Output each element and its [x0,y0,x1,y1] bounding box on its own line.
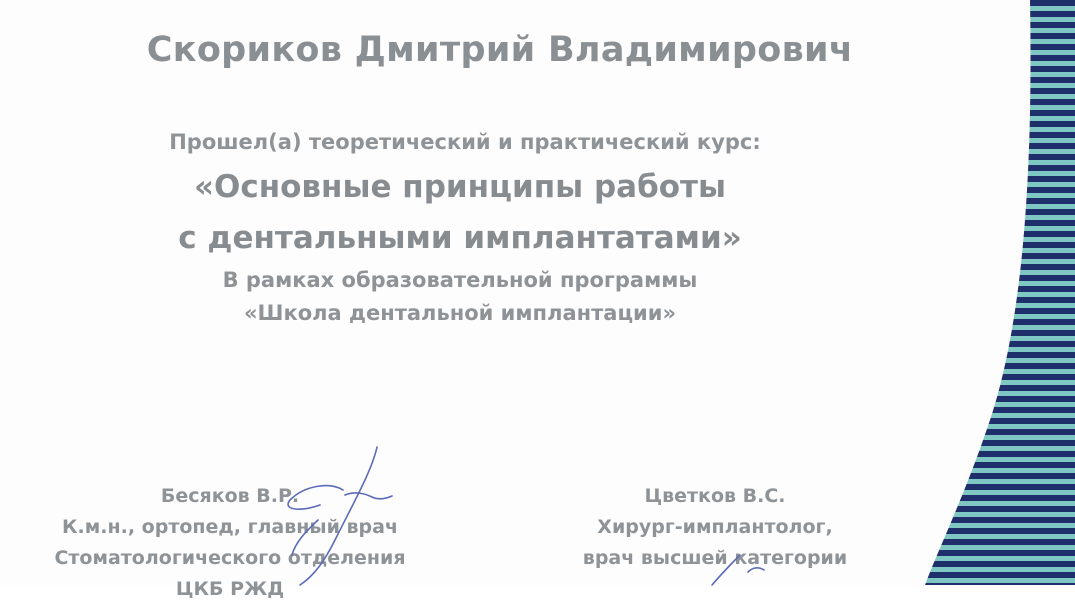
signatory-right-name: Цветков В.С. [644,485,786,507]
signatory-right [510,481,920,574]
course-title-line-2: с дентальными имплантатами» [178,220,742,256]
program-line-2: «Школа дентальной имплантации» [243,301,677,325]
course-title-line-1: «Основные принципы работы [193,169,727,205]
signatory-left-title-1: К.м.н., ортопед, главный врач [62,516,398,538]
program-line-1: В рамках образовательной программы [222,268,698,292]
signatory-left-name: Бесяков В.Р. [160,485,300,507]
course-intro: Прошел(а) теоретический и практический курс: [169,130,761,154]
signatory-left-title-2: Стоматологического отделения [54,547,406,569]
signatory-left-title-3: ЦКБ РЖД [175,578,285,600]
signatory-left [30,481,430,605]
signatory-right-title-2: врач высшей категории [582,547,848,569]
signatory-right-title-1: Хирург-имплантолог, [597,516,833,538]
recipient-name: Скориков Дмитрий Владимирович [146,30,854,70]
